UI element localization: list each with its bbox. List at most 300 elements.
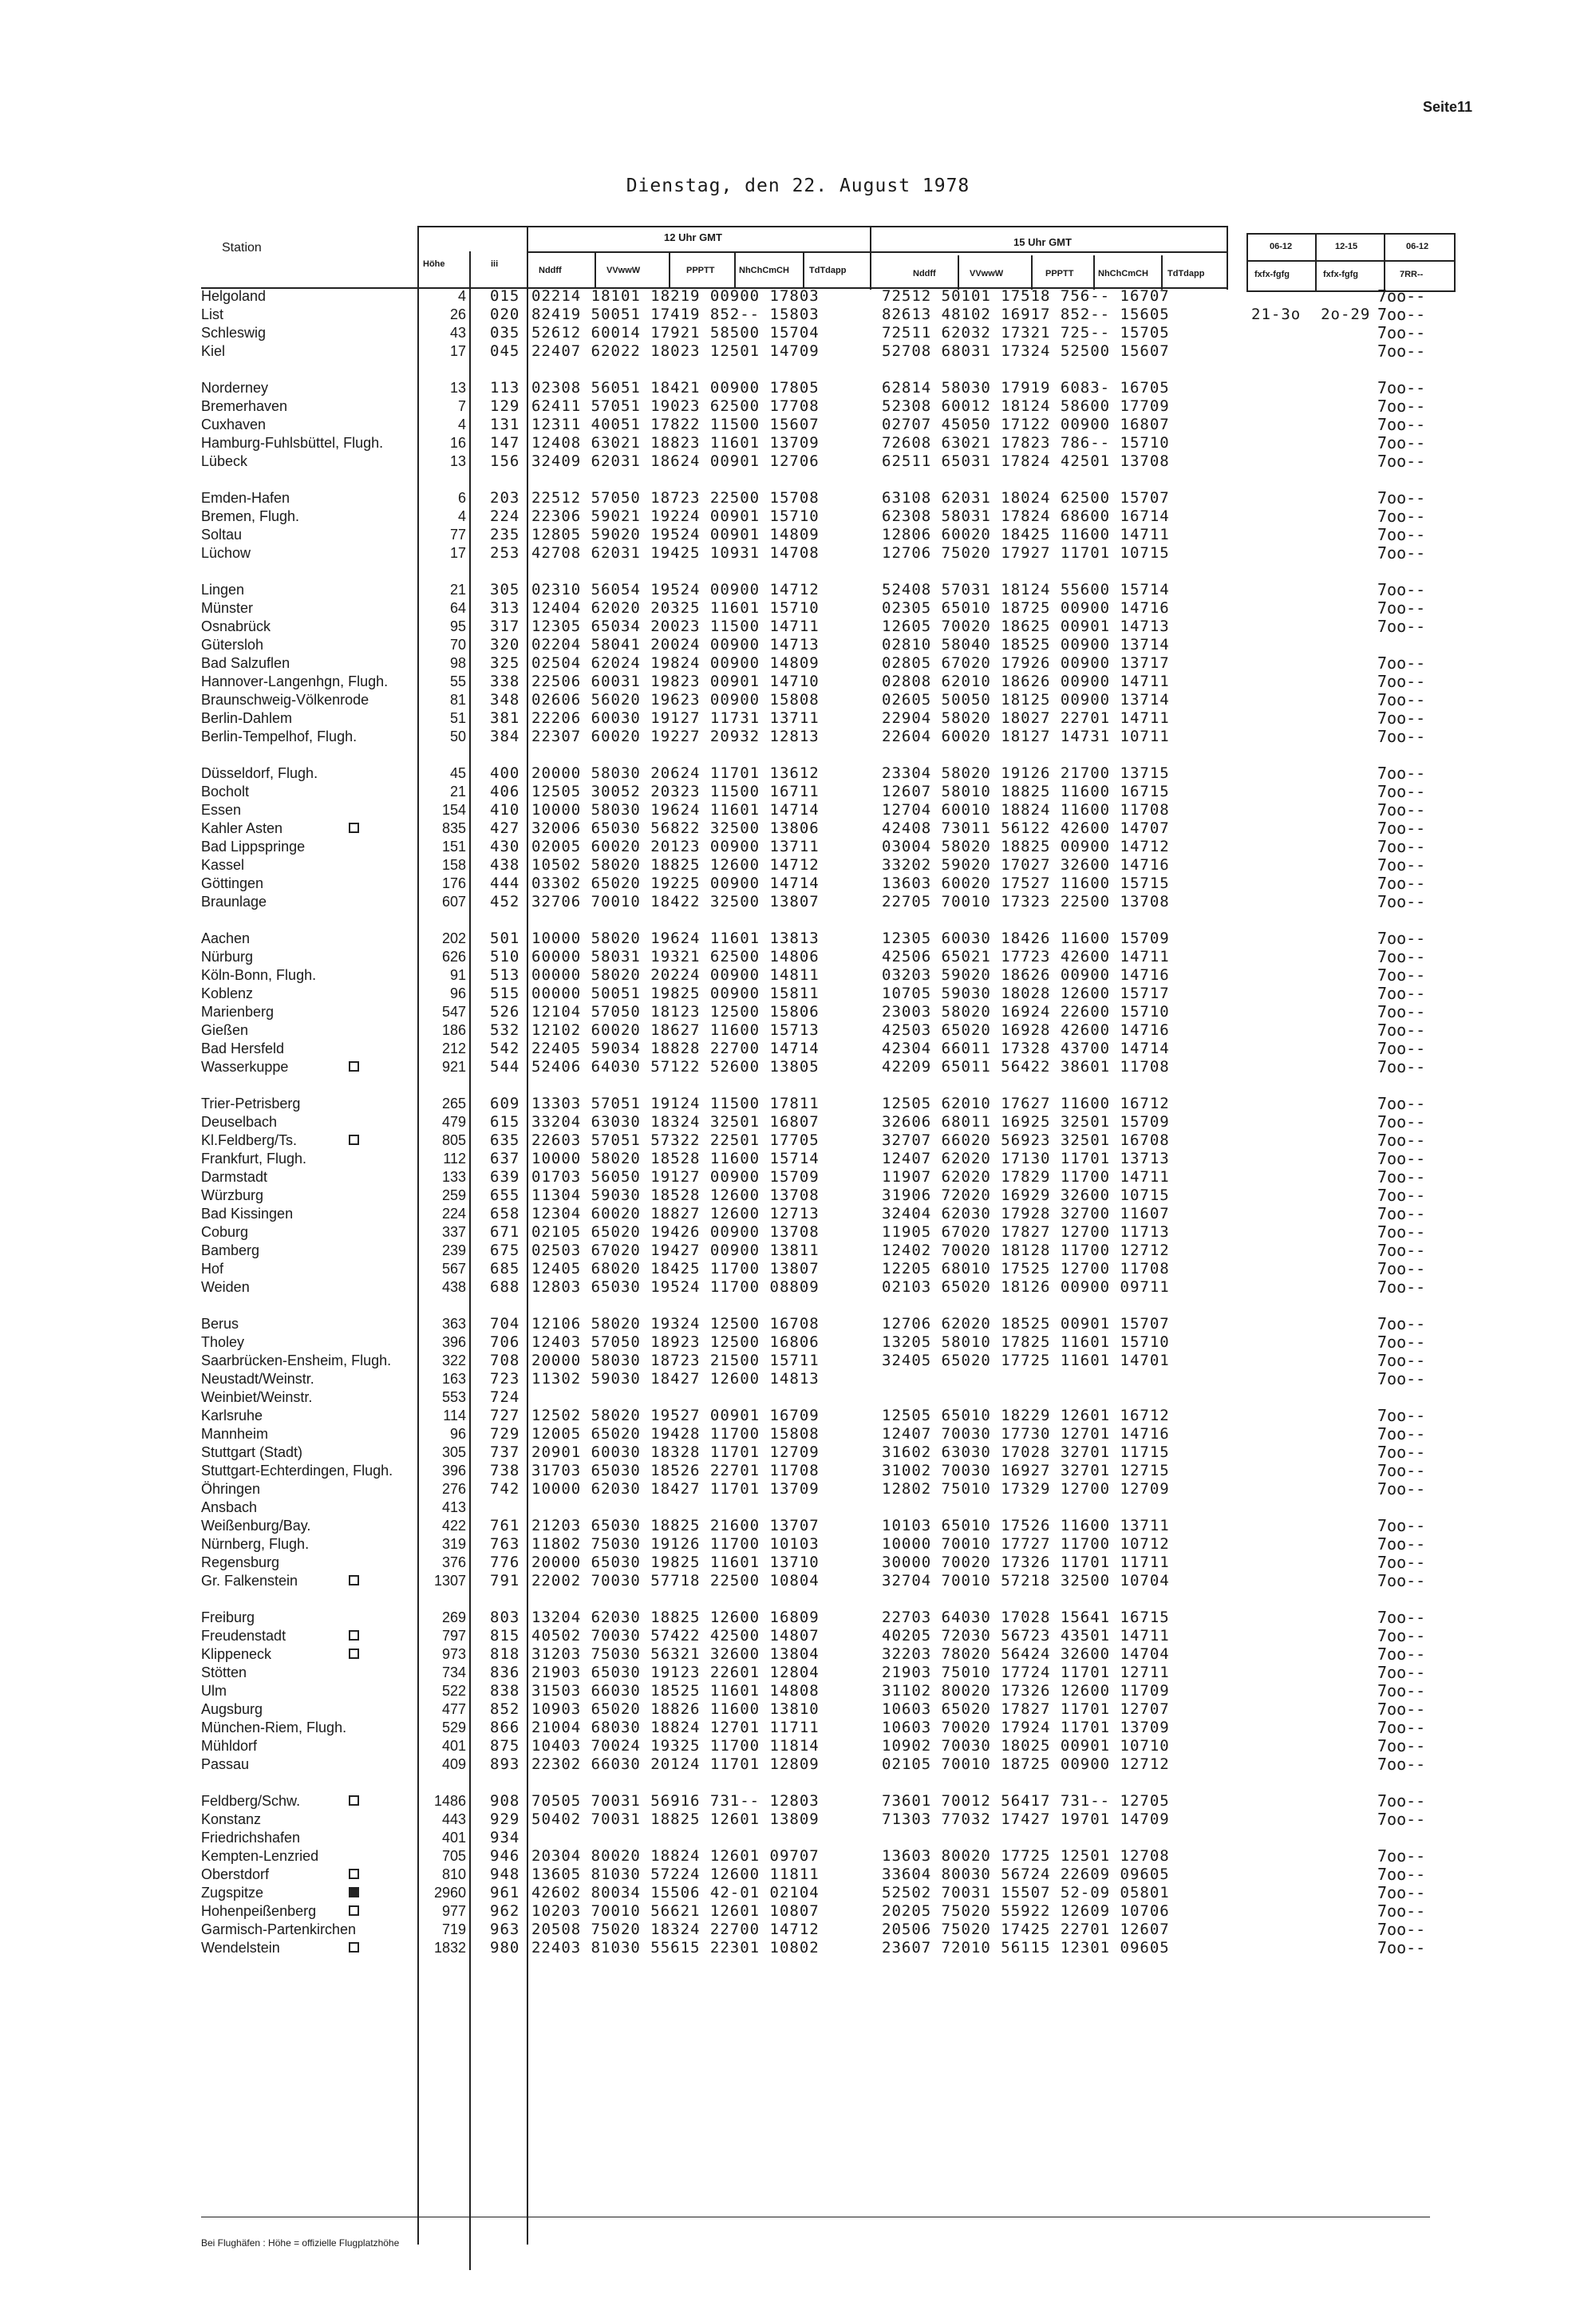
station-name [201,1627,425,1645]
station-height: 96 [449,985,466,1001]
gust-values [1251,709,1370,728]
gust-r1-a: 06-12 [1270,242,1293,251]
station-label: Weinbiet/Weinstr. [201,1389,313,1405]
obs-15-utc: 52502 70031 15507 52-09 05801 [882,1884,1170,1901]
station-index: 325 [490,654,520,672]
precip-group: 7oo-- [1377,1277,1426,1297]
obs-15-utc: 23607 72010 56115 12301 09605 [882,1939,1170,1957]
station-height: 477 [441,1701,466,1717]
station-height: 1832 [433,1940,466,1956]
station-index: 704 [490,1315,520,1333]
precip-group: 7oo-- [1377,1883,1426,1902]
open-square-icon [349,1905,359,1916]
station-label: Öhringen [201,1481,261,1497]
station-label: Aachen [201,930,251,946]
station-index: 962 [490,1902,520,1920]
station-height: 973 [441,1646,466,1662]
station-label: Konstanz [201,1811,262,1827]
obs-15-utc: 42503 65020 16928 42600 14716 [882,1021,1170,1039]
station-name [201,819,425,838]
gust-values [1251,1902,1370,1921]
precip-group: 7oo-- [1377,1094,1426,1113]
obs-15-utc [882,1297,1170,1315]
obs-15-utc: 02810 58040 18525 00900 13714 [882,636,1170,653]
gust-values [1251,1187,1370,1205]
gust-values [1251,1388,1370,1407]
station-label: Passau [201,1756,250,1772]
precip-group: 7oo-- [1377,800,1426,819]
station-index: 147 [490,434,520,452]
station-label: Bocholt [201,784,250,800]
precip-group: 7oo-- [1377,1314,1426,1333]
station-label: Weiden [201,1279,250,1295]
station-name [201,893,425,911]
station-height: 4 [457,417,466,432]
precip-group: 7oo-- [1377,1626,1426,1645]
station-index: 763 [490,1535,520,1553]
obs-12-utc: 20000 58030 18723 21500 15711 [531,1352,820,1369]
station-name [201,1187,425,1205]
station-name [201,783,425,801]
station-index: 203 [490,489,520,507]
station-index: 671 [490,1223,520,1241]
station-label: Soltau [201,527,243,543]
station-height: 269 [441,1609,466,1625]
station-height: 55 [449,673,466,689]
station-label: Münster [201,600,254,616]
gust-values [1251,838,1370,856]
gust-values [1251,1425,1370,1443]
station-name [201,1333,425,1352]
precip-group [1377,636,1425,654]
obs-12-utc: 12311 40051 17822 11500 15607 [531,416,820,433]
station-index: 761 [490,1517,520,1534]
gust-r1-c: 06-12 [1406,242,1429,251]
station-name [201,1554,425,1572]
gust-values: 21-3o 2o-29 [1251,306,1371,323]
station-label: Schleswig [201,325,267,341]
obs-12-utc: 22307 60020 19227 20932 12813 [531,728,820,745]
precip-group: 7oo-- [1377,1204,1426,1223]
gmt15-header: 15 Uhr GMT [1013,236,1072,248]
station-height: 50 [449,729,466,744]
station-height: 163 [441,1371,466,1387]
station-index: 639 [490,1168,520,1186]
obs-15-utc: 12607 58010 18825 11600 16715 [882,783,1170,800]
station-name [201,452,425,471]
station-index [490,471,519,489]
obs-15-utc: 31906 72020 16929 32600 10715 [882,1187,1170,1204]
station-label: Regensburg [201,1554,280,1570]
obs-12-utc: 40502 70030 57422 42500 14807 [531,1627,820,1645]
obs-12-utc: 70505 70031 56916 731-- 12803 [531,1792,820,1810]
col12-sep-2 [669,251,670,287]
station-index [490,1076,519,1095]
precip-group: 7oo-- [1377,690,1426,709]
gust-values [1251,1792,1370,1810]
obs-15-utc: 31102 80020 17326 12600 11709 [882,1682,1170,1700]
station-name [201,1902,425,1921]
station-name [201,1443,425,1462]
obs-15-utc [882,1829,1170,1847]
gust-values [1251,1315,1370,1333]
station-height: 21 [449,582,466,598]
obs-12-utc: 12502 58020 19527 00901 16709 [531,1407,820,1424]
obs-15-utc: 30000 70020 17326 11701 11711 [882,1554,1170,1571]
obs-12-utc: 10403 70024 19325 11700 11814 [531,1737,820,1755]
obs-12-utc: 12405 68020 18425 11700 13807 [531,1260,820,1277]
obs-15-utc: 40205 72030 56723 43501 14711 [882,1627,1170,1645]
station-height: 409 [441,1756,466,1772]
filled-square-icon [349,1887,359,1897]
col12-nddff: Nddff [539,266,562,275]
obs-12-utc: 12505 30052 20323 11500 16711 [531,783,820,800]
station-label: Zugspitze [201,1885,264,1901]
obs-15-utc: 12407 62020 17130 11701 13713 [882,1150,1170,1167]
obs-12-utc: 12102 60020 18627 11600 15713 [531,1021,820,1039]
station-index: 818 [490,1645,520,1663]
gust-r2-c: 7RR-- [1400,270,1424,279]
station-height: 529 [441,1720,466,1735]
obs-12-utc: 02504 62024 19824 00900 14809 [531,654,820,672]
station-name [201,1223,425,1242]
gust-values [1251,1040,1370,1058]
station-name [201,1205,425,1223]
obs-15-utc: 72512 50101 17518 756-- 16707 [882,287,1170,305]
gust-values [1251,966,1370,985]
obs-12-utc: 10903 65020 18826 11600 13810 [531,1700,820,1718]
precip-group: 7oo-- [1377,1131,1426,1150]
precip-group: 7oo-- [1377,1369,1426,1388]
gust-values [1251,563,1370,581]
obs-15-utc: 21903 75010 17724 11701 12711 [882,1664,1170,1681]
station-label: Berus [201,1316,239,1332]
gust-r2-b: fxfx-fgfg [1323,270,1358,279]
station-name [201,306,425,324]
precip-group: 7oo-- [1377,1901,1426,1921]
page-number: Seite11 [1422,99,1472,115]
station-name [201,1242,425,1260]
obs-12-utc: 12404 62020 20325 11601 15710 [531,599,820,617]
station-label: Friedrichshafen [201,1830,301,1846]
precip-group: 7oo-- [1377,892,1426,911]
gust-values [1251,1590,1370,1609]
obs-15-utc: 62511 65031 17824 42501 13708 [882,452,1170,470]
gust-values [1251,1700,1370,1719]
station-name [201,764,425,783]
station-name [201,856,425,875]
station-label: Weißenburg/Bay. [201,1518,311,1534]
gust-values [1251,1829,1370,1847]
obs-12-utc: 62411 57051 19023 62500 17708 [531,397,820,415]
obs-15-utc [882,1590,1170,1609]
obs-12-utc [531,911,820,930]
station-index: 452 [490,893,520,910]
station-index: 963 [490,1921,520,1938]
station-height: 4 [457,508,466,524]
obs-12-utc: 22506 60031 19823 00901 14710 [531,673,820,690]
station-height [417,1590,466,1609]
station-height: 305 [441,1444,466,1460]
station-label: Deuselbach [201,1114,278,1130]
obs-15-utc: 03004 58020 18825 00900 14712 [882,838,1170,855]
station-index: 438 [490,856,520,874]
station-name [201,1682,425,1700]
gust-values [1251,1609,1370,1627]
station-height: 112 [443,1151,466,1167]
obs-15-utc [882,471,1170,489]
precip-group: 7oo-- [1377,1553,1426,1572]
station-name [201,416,425,434]
station-label: Braunlage [201,894,267,910]
gust-values [1251,489,1370,507]
obs-12-utc: 42602 80034 15506 42-01 02104 [531,1884,820,1901]
obs-12-utc: 22603 57051 57322 22501 17705 [531,1131,820,1149]
station-index: 706 [490,1333,520,1351]
rr-column [1377,287,1425,1957]
col15-tdapp: TdTdapp [1167,269,1205,278]
obs-12-utc: 20304 80020 18824 12601 09707 [531,1847,820,1865]
obs-12-utc: 31503 66030 18525 11601 14808 [531,1682,820,1700]
station-index: 544 [490,1058,520,1076]
obs-15-utc: 22604 60020 18127 14731 10711 [882,728,1170,745]
gust-values [1251,1113,1370,1131]
station-label: Stötten [201,1664,247,1680]
obs-15-utc [882,563,1170,581]
station-name [201,1058,425,1076]
precip-group: 7oo-- [1377,342,1426,361]
station-index: 875 [490,1737,520,1755]
station-name [201,636,425,654]
precip-group: 7oo-- [1377,1645,1426,1664]
station-label: Hannover-Langenhgn, Flugh. [201,673,389,689]
station-height [417,746,466,764]
station-name [201,1609,425,1627]
station-index: 838 [490,1682,520,1700]
precip-group [1377,563,1425,581]
gust-values [1251,1443,1370,1462]
station-height: 212 [441,1040,466,1056]
precip-group: 7oo-- [1377,488,1426,507]
obs-15-utc: 02305 65010 18725 00900 14716 [882,599,1170,617]
precip-group: 7oo-- [1377,1241,1426,1260]
obs-12-utc: 32706 70010 18422 32500 13807 [531,893,820,910]
station-label: Hof [201,1261,224,1277]
station-index: 427 [490,819,520,837]
obs-12-utc: 11302 59030 18427 12600 14813 [531,1370,820,1388]
station-height: 13 [449,453,466,469]
obs-12-utc [531,1590,820,1609]
station-name [201,746,425,764]
station-height [417,563,466,581]
station-height: 186 [441,1022,466,1038]
gust-values [1251,1370,1370,1388]
station-name [201,911,425,930]
station-label: Saarbrücken-Ensheim, Flugh. [201,1352,392,1368]
obs-15-utc: 63108 62031 18024 62500 15707 [882,489,1170,507]
station-index: 542 [490,1040,520,1057]
station-name [201,948,425,966]
precip-group: 7oo-- [1377,1186,1426,1205]
station-name [201,709,425,728]
station-height [417,361,466,379]
obs-12-utc [531,1076,820,1095]
station-height [417,1774,466,1792]
station-name [201,1131,425,1150]
station-index: 532 [490,1021,520,1039]
document-title: Dienstag, den 22. August 1978 [626,176,970,196]
obs-12-utc [531,1388,820,1407]
station-label: Karlsruhe [201,1408,263,1423]
gust-values [1251,764,1370,783]
obs-12-utc: 32409 62031 18624 00901 12706 [531,452,820,470]
precip-group: 7oo-- [1377,415,1426,434]
obs-15-utc: 11905 67020 17827 12700 11713 [882,1223,1170,1241]
station-label: Coburg [201,1224,249,1240]
precip-group: 7oo-- [1377,1021,1426,1040]
station-name [201,526,425,544]
station-index [490,563,519,581]
gust-values [1251,1866,1370,1884]
gust-header-sep-2 [1384,233,1385,290]
precip-group [1377,471,1425,489]
precip-group: 7oo-- [1377,1112,1426,1131]
station-index [490,1297,519,1315]
obs-15-utc: 10000 70010 17727 11700 10712 [882,1535,1170,1553]
gust-values [1251,1737,1370,1755]
gust-values [1251,1352,1370,1370]
obs-12-utc: 22206 60030 19127 11731 13711 [531,709,820,727]
station-height: 376 [441,1554,466,1570]
col12-ppptt: PPPTT [686,266,715,275]
station-height: 319 [441,1536,466,1552]
obs-15-utc: 23304 58020 19126 21700 13715 [882,764,1170,782]
obs-12-utc: 20000 58030 20624 11701 13612 [531,764,820,782]
obs-15-utc: 62308 58031 17824 68600 16714 [882,507,1170,525]
station-label: Tholey [201,1334,245,1350]
obs-15-utc: 12806 60020 18425 11600 14711 [882,526,1170,543]
gust-values [1251,783,1370,801]
gust-values [1251,1664,1370,1682]
obs-12-utc: 02214 18101 18219 00900 17803 [531,287,820,305]
precip-group: 7oo-- [1377,1259,1426,1278]
station-height [417,1297,466,1315]
gust-values [1251,1205,1370,1223]
station-name [201,1645,425,1664]
gust-values [1251,618,1370,636]
station-index: 400 [490,764,520,782]
open-square-icon [349,1575,359,1585]
station-height: 43 [449,325,466,341]
precip-group: 7oo-- [1377,709,1426,728]
col15-sep-2 [1031,255,1033,290]
obs-12-utc: 31203 75030 56321 32600 13804 [531,1645,820,1663]
precip-group: 7oo-- [1377,1608,1426,1627]
precip-group: 7oo-- [1377,819,1426,838]
station-height [417,471,466,489]
station-label: Kl.Feldberg/Ts. [201,1132,298,1148]
station-name [201,728,425,746]
station-label: Stuttgart-Echterdingen, Flugh. [201,1463,393,1479]
station-index: 129 [490,397,520,415]
station-label: Wendelstein [201,1940,280,1956]
station-index: 020 [490,306,520,323]
col12-vvwww: VVwwW [606,266,641,275]
gust-values [1251,691,1370,709]
open-square-icon [349,1649,359,1659]
obs-15-utc: 42304 66011 17328 43700 14714 [882,1040,1170,1057]
station-label: Ansbach [201,1499,258,1515]
gust-values [1251,1774,1370,1792]
gust-values [1251,1260,1370,1278]
gust-values [1251,379,1370,397]
station-height: 734 [441,1664,466,1680]
obs-12-utc [531,1829,820,1847]
station-name [201,930,425,948]
obs-15-utc: 32203 78020 56424 32600 14704 [882,1645,1170,1663]
station-index: 815 [490,1627,520,1645]
station-index: 946 [490,1847,520,1865]
precip-group: 7oo-- [1377,672,1426,691]
station-index: 384 [490,728,520,745]
precip-group [1377,1076,1425,1095]
gust-values [1251,342,1370,361]
obs-12-utc: 12104 57050 18123 12500 15806 [531,1003,820,1021]
obs-12-utc: 12005 65020 19428 11700 15808 [531,1425,820,1443]
station-height: 810 [441,1866,466,1882]
station-name [201,801,425,819]
station-height: 479 [441,1114,466,1130]
station-label: Mannheim [201,1426,269,1442]
gmt12-header: 12 Uhr GMT [664,231,722,243]
station-label: Frankfurt, Flugh. [201,1151,307,1167]
obs-12-utc: 22512 57050 18723 22500 15708 [531,489,820,507]
obs-15-utc: 13205 58010 17825 11601 15710 [882,1333,1170,1351]
station-name [201,1884,425,1902]
obs-15-utc: 12505 62010 17627 11600 16712 [882,1095,1170,1112]
station-height: 17 [449,545,466,561]
station-label: Koblenz [201,985,254,1001]
station-name [201,287,425,306]
obs-15-utc: 10603 70020 17924 11701 13709 [882,1719,1170,1736]
iii-header: iii [491,259,499,269]
station-index: 015 [490,287,520,305]
station-index: 045 [490,342,520,360]
obs-15-utc: 02105 70010 18725 00900 12712 [882,1755,1170,1773]
open-square-icon [349,823,359,833]
station-height: 13 [449,380,466,396]
obs-12-utc: 21004 68030 18824 12701 11711 [531,1719,820,1736]
header-rule-iii [469,251,471,2270]
station-label: Bad Lippspringe [201,839,306,855]
station-name [201,581,425,599]
station-name [201,1755,425,1774]
station-index: 852 [490,1700,520,1718]
obs-12-utc: 02105 65020 19426 00900 13708 [531,1223,820,1241]
station-name [201,691,425,709]
station-label: Trier-Petrisberg [201,1096,301,1112]
station-height: 51 [449,710,466,726]
station-index: 658 [490,1205,520,1222]
hoehe-header: Höhe [423,259,445,269]
gust-values [1251,1847,1370,1866]
station-name [201,1095,425,1113]
obs-12-utc: 52612 60014 17921 58500 15704 [531,324,820,342]
obs-15-utc: 11907 62020 17829 11700 14711 [882,1168,1170,1186]
station-label: Klippeneck [201,1646,272,1662]
station-name [201,544,425,563]
gust-values [1251,1058,1370,1076]
